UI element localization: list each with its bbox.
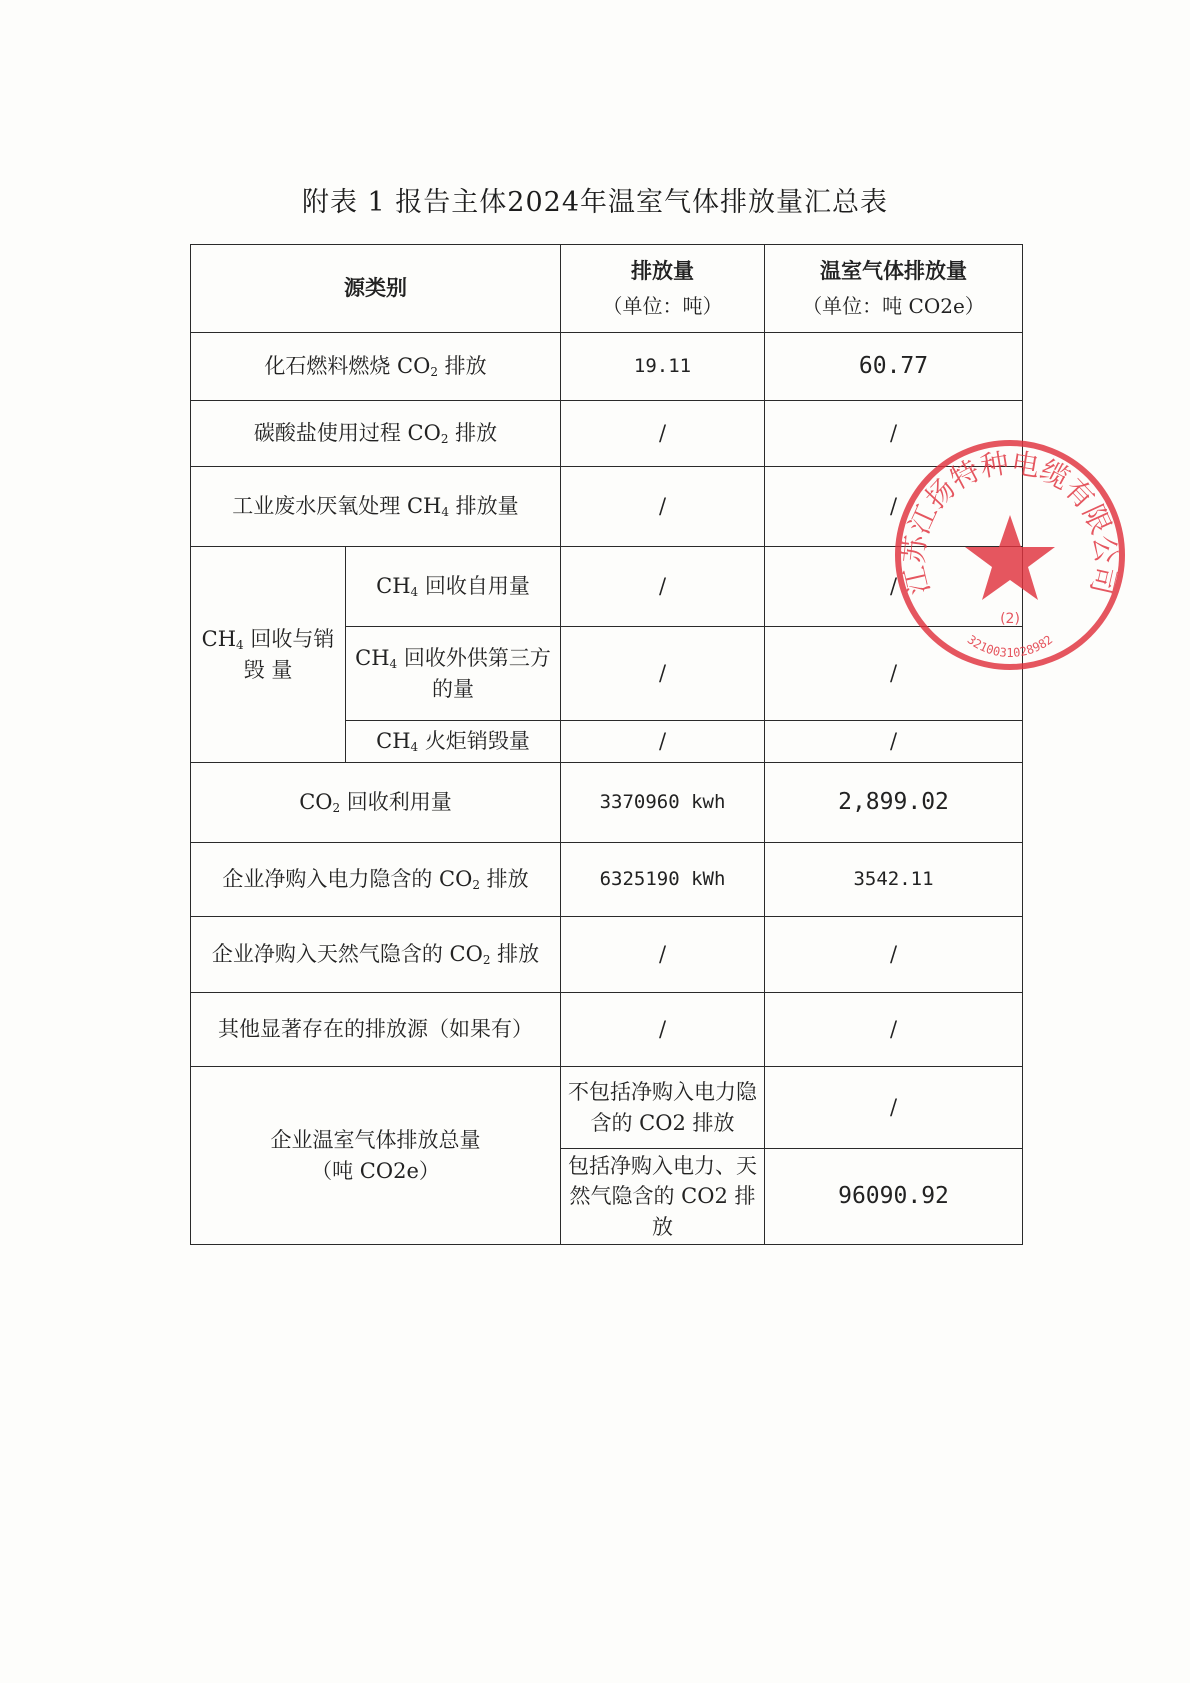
row-label-ch4-self: $CH_4$ 回收自用量 (346, 547, 561, 627)
cell-ghg-ch4-third: / (765, 627, 1023, 721)
cell-emission-ch4-self: / (561, 547, 765, 627)
table-row (191, 917, 1023, 993)
emissions-summary-table (190, 244, 1023, 1245)
row-label-co2-recover: $CO_2$ 回收利用量 (191, 763, 561, 843)
cell-emission-ch4-flare: / (561, 721, 765, 763)
cell-emission-carbonate: / (561, 401, 765, 467)
table-row (191, 763, 1023, 843)
seal-code-text: 3210031028982 (964, 632, 1056, 660)
row-label-carbonate: 碳酸盐使用过程 $CO_2$ 排放 (191, 401, 561, 467)
cell-emission-fossil: 19.11 (561, 333, 765, 401)
header-emission: 排放量 （单位：吨） (561, 245, 765, 333)
cell-emission-elec: 6325190 kWh (561, 843, 765, 917)
cell-ghg-other: / (765, 993, 1023, 1067)
cell-total-incl-label: 包括净购入电力、天然气隐含的 CO2 排放 (561, 1149, 765, 1245)
row-label-ch4-flare: $CH_4$ 火炬销毁量 (346, 721, 561, 763)
row-label-total: 企业温室气体排放总量 （吨 CO2e） (191, 1067, 561, 1245)
table-header-row (191, 245, 1023, 333)
table-row (191, 843, 1023, 917)
table-row (191, 467, 1023, 547)
page-title: 附表 1 报告主体2024年温室气体排放量汇总表 (301, 187, 889, 218)
seal-company-text: 江苏江扬特种电缆有限公司 (897, 446, 1123, 598)
row-label-elec: 企业净购入电力隐含的 $CO_2$ 排放 (191, 843, 561, 917)
row-label-ch4-group: $CH_4$ 回收与销毁 量 (191, 547, 346, 763)
header-source-category: 源类别 (191, 245, 561, 333)
row-label-ch4-third: $CH_4$ 回收外供第三方的量 (346, 627, 561, 721)
table-row (191, 401, 1023, 467)
cell-ghg-ch4-flare: / (765, 721, 1023, 763)
table-row (191, 333, 1023, 401)
cell-ghg-fossil: 60.77 (765, 333, 1023, 401)
cell-total-incl-value: 96090.92 (765, 1149, 1023, 1245)
cell-ghg-carbonate: / (765, 401, 1023, 467)
cell-emission-other: / (561, 993, 765, 1067)
table-row (191, 993, 1023, 1067)
cell-ghg-gas: / (765, 917, 1023, 993)
row-label-gas: 企业净购入天然气隐含的 $CO_2$ 排放 (191, 917, 561, 993)
cell-emission-ch4-third: / (561, 627, 765, 721)
cell-total-excl-value: / (765, 1067, 1023, 1149)
seal-suffix: (2) (1000, 611, 1020, 627)
cell-ghg-wastewater: / (765, 467, 1023, 547)
cell-total-excl-label: 不包括净购入电力隐含的 CO2 排放 (561, 1067, 765, 1149)
header-ghg: 温室气体排放量 （单位：吨 CO2e） (765, 245, 1023, 333)
cell-ghg-elec: 3542.11 (765, 843, 1023, 917)
table-row (191, 547, 1023, 627)
cell-ghg-co2-recover: 2,899.02 (765, 763, 1023, 843)
table-row (191, 1067, 1023, 1149)
row-label-other: 其他显著存在的排放源（如果有） (191, 993, 561, 1067)
cell-ghg-ch4-self: / (765, 547, 1023, 627)
cell-emission-co2-recover: 3370960 kwh (561, 763, 765, 843)
row-label-fossil: 化石燃料燃烧 $CO_2$ 排放 (191, 333, 561, 401)
cell-emission-wastewater: / (561, 467, 765, 547)
cell-emission-gas: / (561, 917, 765, 993)
row-label-wastewater: 工业废水厌氧处理 $CH_4$ 排放量 (191, 467, 561, 547)
